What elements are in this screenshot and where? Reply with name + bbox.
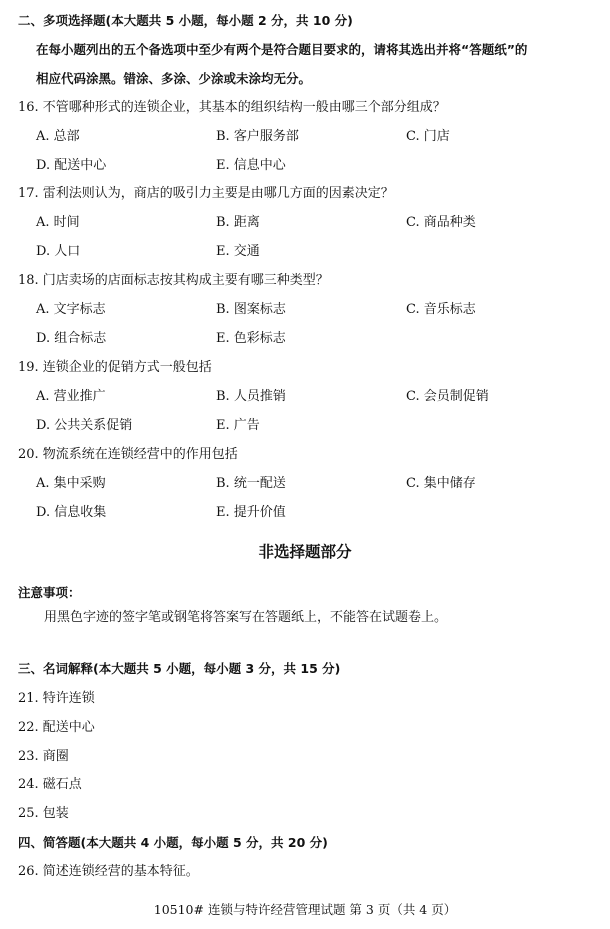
question-26: 26. 简述连锁经营的基本特征。: [18, 864, 199, 879]
question-16-options-row1: [36, 128, 450, 146]
question-19-stem: 19. 连锁企业的促销方式一般包括: [18, 360, 212, 375]
option-e: E. 交通: [216, 244, 260, 259]
option-b: B. 距离: [216, 215, 260, 230]
section2-title: 二、多项选择题(本大题共 5 小题，每小题 2 分，共 10 分): [18, 13, 353, 28]
question-19-options-row1: [36, 388, 489, 406]
option-e: E. 提升价值: [216, 505, 286, 520]
option-e: E. 信息中心: [216, 158, 286, 173]
option-b: B. 统一配送: [216, 476, 286, 491]
question-18-stem: 18. 门店卖场的店面标志按其构成主要有哪三种类型？: [18, 273, 329, 288]
question-17-options-row1: [36, 214, 476, 232]
section2-instruction-line1: 在每小题列出的五个备选项中至少有两个是符合题目要求的，请将其选出并将“答题纸”的: [36, 42, 528, 57]
question-17-options-row2: [36, 243, 260, 261]
option-c: C. 门店: [406, 129, 450, 144]
question-16-options-row2: [36, 157, 286, 175]
section3-title: 三、名词解释(本大题共 5 小题，每小题 3 分，共 15 分): [18, 661, 341, 676]
option-a: A. 集中采购: [36, 476, 106, 491]
option-d: D. 人口: [36, 244, 81, 259]
question-19-options-row2: [36, 417, 260, 435]
option-d: D. 公共关系促销: [36, 418, 133, 433]
question-18-options-row1: [36, 301, 476, 319]
question-20-stem: 20. 物流系统在连锁经营中的作用包括: [18, 447, 238, 462]
term-25: 25. 包装: [18, 806, 69, 821]
option-d: D. 信息收集: [36, 505, 107, 520]
option-a: A. 时间: [36, 215, 80, 230]
option-b: B. 客户服务部: [216, 129, 299, 144]
nonchoice-heading: 非选择题部分: [258, 543, 352, 561]
question-20-options-row1: [36, 475, 476, 493]
option-b: B. 人员推销: [216, 389, 286, 404]
term-21: 21. 特许连锁: [18, 691, 95, 706]
term-23: 23. 商圈: [18, 749, 69, 764]
question-16-stem: 16. 不管哪种形式的连锁企业，其基本的组织结构一般由哪三个部分组成？: [18, 100, 446, 115]
option-b: B. 图案标志: [216, 302, 286, 317]
option-c: C. 会员制促销: [406, 389, 489, 404]
question-20-options-row2: [36, 504, 286, 522]
option-d: D. 配送中心: [36, 158, 107, 173]
option-a: A. 营业推广: [36, 389, 106, 404]
question-18-options-row2: [36, 330, 286, 348]
option-a: A. 文字标志: [36, 302, 106, 317]
page-footer: 10510# 连锁与特许经营管理试题 第 3 页（共 4 页）: [153, 902, 457, 917]
section2-instruction-line2: 相应代码涂黑。错涂、多涂、少涂或未涂均无分。: [36, 71, 312, 86]
option-e: E. 色彩标志: [216, 331, 286, 346]
notice-title: 注意事项：: [18, 585, 81, 600]
term-22: 22. 配送中心: [18, 720, 95, 735]
option-d: D. 组合标志: [36, 331, 107, 346]
section4-title: 四、简答题(本大题共 4 小题，每小题 5 分，共 20 分): [18, 835, 328, 850]
option-a: A. 总部: [36, 129, 80, 144]
option-e: E. 广告: [216, 418, 260, 433]
option-c: C. 音乐标志: [406, 302, 476, 317]
notice-text: 用黑色字迹的签字笔或钢笔将答案写在答题纸上，不能答在试题卷上。: [44, 610, 448, 625]
option-c: C. 商品种类: [406, 215, 476, 230]
option-c: C. 集中储存: [406, 476, 476, 491]
term-24: 24. 磁石点: [18, 777, 82, 792]
question-17-stem: 17. 雷利法则认为，商店的吸引力主要是由哪几方面的因素决定？: [18, 186, 394, 201]
